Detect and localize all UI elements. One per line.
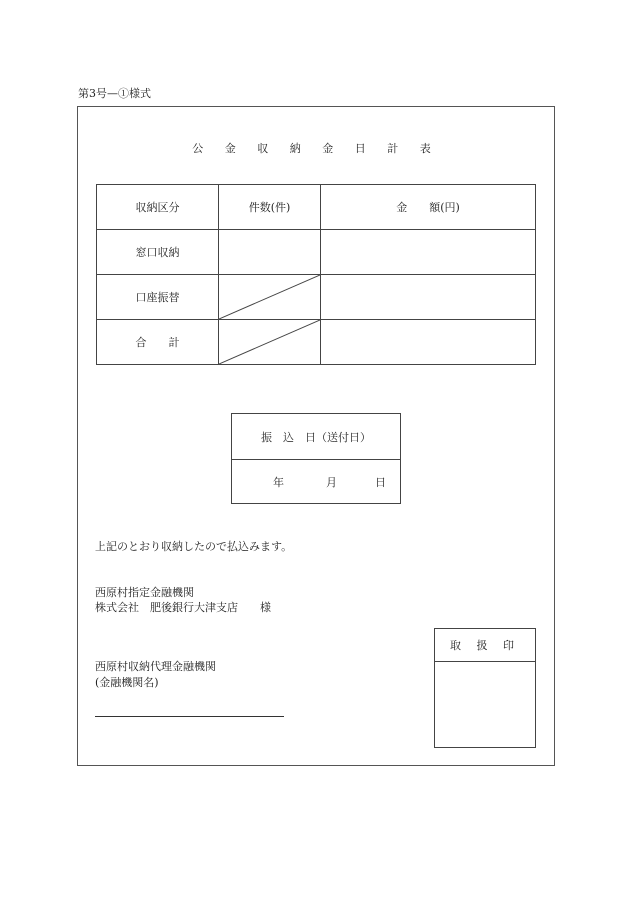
recipient-line-1: 西原村指定金融機関	[95, 586, 194, 599]
table-row	[97, 320, 536, 365]
row-label-total: 合 計	[97, 320, 219, 365]
count-cell-total-crossed	[219, 320, 321, 365]
transfer-date-box	[231, 413, 401, 504]
sender-line-2: (金融機関名)	[95, 676, 159, 689]
form-code: 第3号—①様式	[78, 87, 151, 100]
header-count: 件数(件)	[219, 185, 321, 230]
count-cell-transfer-crossed	[219, 275, 321, 320]
statement-text: 上記のとおり収納したので払込みます。	[95, 540, 293, 553]
row-label-transfer: 口座振替	[97, 275, 219, 320]
header-amount: 金 額(円)	[321, 185, 536, 230]
row-label-window: 窓口収納	[97, 230, 219, 275]
institution-name-line[interactable]	[95, 716, 284, 717]
handling-stamp-box	[434, 628, 536, 748]
diagonal-strike	[219, 320, 320, 364]
amount-cell-transfer[interactable]	[321, 275, 536, 320]
table-row	[97, 230, 536, 275]
table-header-row	[97, 185, 536, 230]
stamp-label: 取 扱 印	[435, 629, 535, 662]
transfer-date-label: 振 込 日（送付日）	[232, 414, 400, 460]
count-cell-window[interactable]	[219, 230, 321, 275]
year-label: 年	[273, 476, 284, 489]
amount-cell-window[interactable]	[321, 230, 536, 275]
stamp-area[interactable]	[435, 662, 535, 748]
header-category: 収納区分	[97, 185, 219, 230]
day-label: 日	[375, 476, 386, 489]
diagonal-strike	[219, 275, 320, 319]
amount-cell-total[interactable]	[321, 320, 536, 365]
sender-line-1: 西原村収納代理金融機関	[95, 660, 216, 673]
form-title: 公 金 収 納 金 日 計 表	[192, 142, 440, 155]
table-row	[97, 275, 536, 320]
collection-table	[96, 184, 536, 365]
recipient-line-2: 株式会社 肥後銀行大津支店 様	[95, 601, 271, 614]
transfer-date-field[interactable]	[232, 460, 400, 504]
month-label: 月	[326, 476, 337, 489]
